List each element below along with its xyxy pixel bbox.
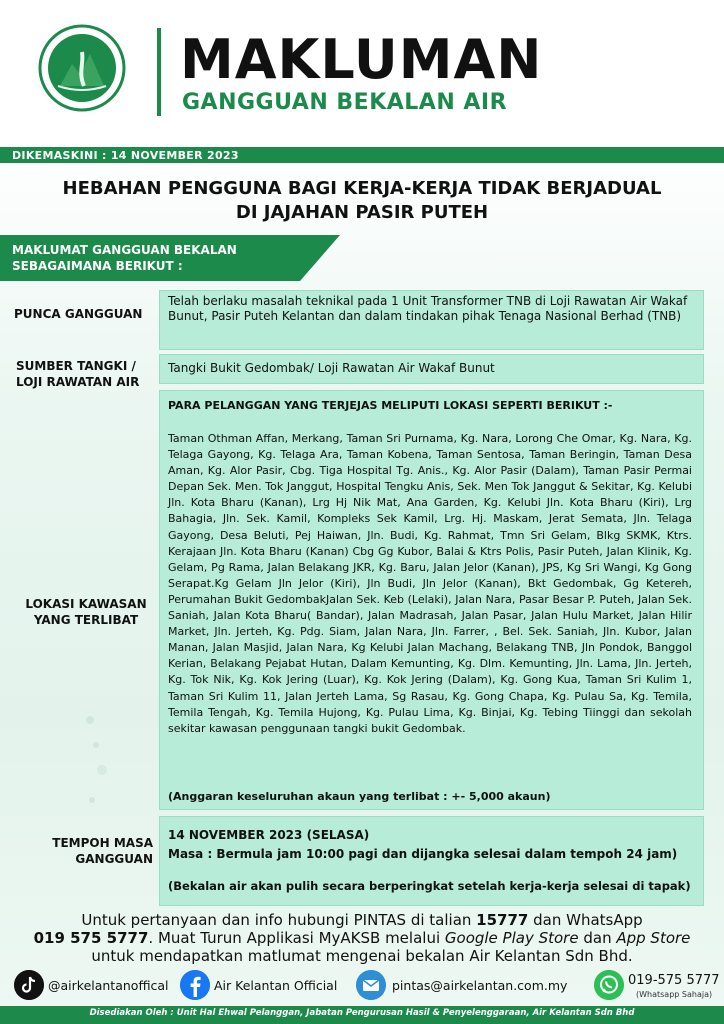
tempoh-date: 14 NOVEMBER 2023 (SELASA)	[168, 828, 370, 842]
punca-text: Telah berlaku masalah teknikal pada 1 Unit Transformer TNB di Loji Rawatan Air Wakaf Bunut, Pasir Puteh Kelantan dan dalam tindakan pihak Tenaga Nasional Berhad (TNB)	[168, 294, 688, 323]
whatsapp-number[interactable]: 019-575 5777	[628, 973, 720, 988]
lokasi-estimate: (Anggaran keseluruhan akaun yang terlibat : +- 5,000 akaun)	[168, 790, 551, 803]
tiktok-handle[interactable]: @airkelantanoffical	[48, 978, 169, 993]
lokasi-label	[16, 596, 156, 628]
tempoh-time: Masa : Bermula jam 10:00 pagi dan dijangka selesai dalam tempoh 24 jam)	[168, 847, 678, 861]
section-title-line1: MAKLUMAT GANGGUAN BEKALAN	[12, 243, 237, 257]
whatsapp-icon[interactable]	[594, 970, 624, 1000]
contact-line1-text: Untuk pertanyaan dan info hubungi PINTAS di talian	[81, 911, 477, 929]
lokasi-body: Taman Othman Affan, Merkang, Taman Sri Purnama, Kg. Nara, Lorong Che Omar, Kg. Nara, Kg. Telaga Gayong, Kg. Telaga Ara, Taman Kobena, Taman Sentosa, Taman Beringin, Taman Desa Aman, Kg. Alor Pasir, Cbg. Tiga Hospital Tg. Anis., Kg. Alor Pasir (Dalam), Taman Pasir Permai Depan Sek. Men. Tok Janggut, Hospital Tengku Anis, Sek. Men Tok Janggut & Sekitar, Kg. Kelubi Jln. Kota Bharu (Kanan), Lrg Hj Nik Mat, Ana Garden, Kg. Kelubi Jln. Kota Bharu (Kiri), Lrg Bahagia, Jln. Sek. Kamil, Kompleks Sek Kamil, Lrg. Hj. Maskam, Jerat Semata, Jln. Telaga Gayong, Desa Beluti, Pej Haiwan, Jln. Budi, Kg. Rahmat, Tmn Sri Gelam, Blkg SKMK, Ktrs. Kerajaan Jln. Kota Bharu (Kanan) Cbg Gg Kubor, Balai & Ktrs Polis, Pasir Puteh, Jalan Klinik, Kg. Gelam, Pg Rama, Jalan Belakang JKR, Kg. Baru, Jalan Jelor (Kanan), JPS, Kg Sri Wangi, Kg Gong Serapat.Kg Gelam Jln Jelor (Kiri), Jln Budi, Jln Jelor (Kanan), Bkt Gedombak, Gg Ketereh, Perumahan Bukit GedombakJalan Sek. Keb (Lelaki), Jalan Nara, Pasar Besar P. Puteh, Jalan Sek. Saniah, Jalan Kota Bharu( Bandar), Jalan Madrasah, Jalan Pasar, Jalan Hulu Market, Jalan Hilir Market, Jln. Jerteh, Kg. Pdg. Siam, Jalan Nara, Jln. Farrer, , Bel. Sek. Saniah, Jln. Kubor, Jalan Manan, Jalan Masjid, Jalan Nara, Kg Kelubi Jalan Machang, Belakang TNB, Jln Pondok, Banggol Kerian, Belakang Pejabat Hutan, Dalam Kemunting, Kg. Dlm. Kemunting, Jln. Lama, Jln. Jerteh, Kg. Tok Nik, Kg. Kok Jering (Luar), Kg. Kok Jering (Dalam), Kg. Gong Kua, Taman Sri Kulim 1, Taman Sri Kulim 11, Jalan Jerteh Lama, Sg Rasau, Kg. Gong Chapa, Kg. Pulau Sa, Kg. Temila, Temila Tengah, Kg. Temila Hujong, Kg. Pulau Lima, Kg. Binjai, Kg. Tebing Tiinggi dan sekolah sekitar kawasan penggunaan tangki bukit Gedombak.	[168, 432, 692, 735]
footer-credit: Disediakan Oleh : Unit Hal Ehwal Pelanggan, Jabatan Pengurusan Hasil & Penyelenggaraan, Air Kelantan Sdn Bhd	[89, 1008, 635, 1018]
contact-line2-and: dan	[578, 929, 617, 947]
facebook-icon[interactable]	[180, 970, 210, 1000]
tiktok-icon[interactable]	[14, 970, 44, 1000]
sumber-label	[16, 358, 156, 390]
lokasi-label-line2: YANG TERLIBAT	[33, 613, 139, 627]
whatsapp-phone[interactable]: 019 575 5777	[33, 929, 149, 947]
email-address[interactable]: pintas@airkelantan.com.my	[392, 978, 568, 993]
pintas-phone[interactable]: 15777	[476, 911, 529, 929]
facebook-page[interactable]: Air Kelantan Official	[214, 978, 338, 993]
section-title	[12, 242, 237, 274]
contact-line3: untuk mendapatkan matlumat mengenai bekalan Air Kelantan Sdn Bhd.	[91, 947, 633, 965]
tempoh-label-line2: GANGGUAN	[75, 852, 153, 866]
google-play-link[interactable]: Google Play Store	[444, 929, 579, 947]
tempoh-label-line1: TEMPOH MASA	[52, 836, 153, 850]
lokasi-label-line1: LOKASI KAWASAN	[25, 597, 147, 611]
headline	[0, 177, 724, 225]
email-icon[interactable]	[356, 970, 386, 1000]
contact-line1-end: dan WhatsApp	[528, 911, 643, 929]
punca-label: PUNCA GANGGUAN	[14, 307, 143, 321]
page-subtitle: GANGGUAN BEKALAN AIR	[182, 90, 508, 115]
sumber-text: Tangki Bukit Gedombak/ Loji Rawatan Air Wakaf Bunut	[168, 361, 495, 375]
page-title: MAKLUMAN	[180, 28, 543, 91]
updated-date: DIKEMASKINI : 14 NOVEMBER 2023	[12, 149, 239, 162]
section-title-line2: SEBAGAIMANA BERIKUT :	[12, 259, 183, 273]
headline-line1: HEBAHAN PENGGUNA BAGI KERJA-KERJA TIDAK BERJADUAL	[62, 178, 662, 199]
whatsapp-note: (Whatsapp Sahaja)	[636, 990, 713, 999]
water-drops-decoration	[0, 700, 110, 840]
headline-line2: DI JAJAHAN PASIR PUTEH	[235, 202, 489, 223]
header-divider	[157, 28, 161, 116]
sumber-label-line2: LOJI RAWATAN AIR	[16, 375, 140, 389]
air-kelantan-logo	[38, 24, 126, 112]
sumber-label-line1: SUMBER TANGKI /	[16, 359, 136, 373]
contact-info	[0, 911, 724, 965]
contact-line1	[0, 911, 724, 929]
contact-line2	[0, 929, 724, 947]
tempoh-note: (Bekalan air akan pulih secara berperingkat setelah kerja-kerja selesai di tapak)	[168, 879, 691, 893]
contact-line2-text: . Muat Turun Applikasi MyAKSB melalui	[148, 929, 445, 947]
lokasi-heading: PARA PELANGGAN YANG TERJEJAS MELIPUTI LOKASI SEPERTI BERIKUT :-	[168, 399, 613, 412]
app-store-link[interactable]: App Store	[616, 929, 691, 947]
